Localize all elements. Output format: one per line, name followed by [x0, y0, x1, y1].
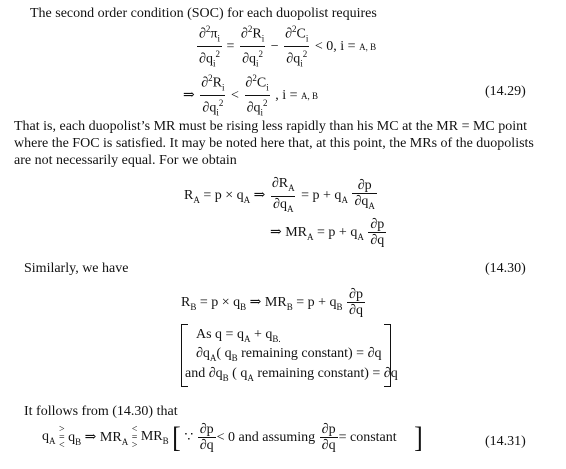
tag-14-30: (14.30): [485, 261, 526, 276]
bracket-block: [181, 324, 398, 387]
similarly-text: Similarly, we have: [24, 261, 129, 276]
tag-14-29: (14.29): [485, 84, 526, 99]
revenue-a-equation: $R_A = p \times q_A$ ⇒ $\frac{\partial R_A}{\partial q_A}$ = $p + q_A$ $\frac{\partial p}{\partial q_A}$: [184, 176, 378, 217]
revenue-b-equation: $R_B = p \times q_B$ ⇒ $MR_B = p + q_B$ $\frac{\partial p}{\partial q}$: [181, 287, 363, 318]
bracket-line-2: $\partial q_A$( $q_B$ remaining constant) = ∂q: [196, 346, 382, 363]
bracket-line-3: and $\partial q_B$ ( $q_A$ remaining constant) = ∂q: [185, 366, 398, 383]
equation-14-29: ⇒ $\frac{\partial^2R_i}{\partial q_i^2}$ < $\frac{\partial^2C_i}{\partial q_i^2}$ , i = A, B: [183, 71, 318, 121]
bracket-line-1: As $q = q_A + q_{B.}$: [196, 327, 281, 344]
follows-text: It follows from (14.30) that: [24, 404, 178, 419]
tag-14-31: (14.31): [485, 434, 526, 449]
paragraph: That is, each duopolist’s MR must be rising less rapidly than his MC at the MR = MC point where the FOC is satisfied. It may be noted here that, at this point, the MRs of the duopolists are not necessarily equal. For we obtain: [14, 119, 534, 168]
soc-equation: $\frac{\partial^2\pi_i}{\partial q_i^2}$ = $\frac{\partial^2R_i}{\partial q_i^2}$ − $\frac{\partial^2C_i}{\partial q_i^2}$ < 0, i = A, B: [196, 22, 376, 72]
mr-a-equation: ⇒ $MR_A = p + q_A$ $\frac{\partial p}{\partial q}$: [270, 217, 385, 248]
intro-text: The second order condition (SOC) for each duopolist requires: [30, 6, 377, 21]
equation-14-31: $q_A$ > = < $q_B$ ⇒ $MR_A$ < = > $MR_B$ [ ∵ $\frac{\partial p}{\partial q}$ < 0 and assuming $\frac{\partial p}{\partial q}$ = constant ]: [42, 420, 423, 454]
